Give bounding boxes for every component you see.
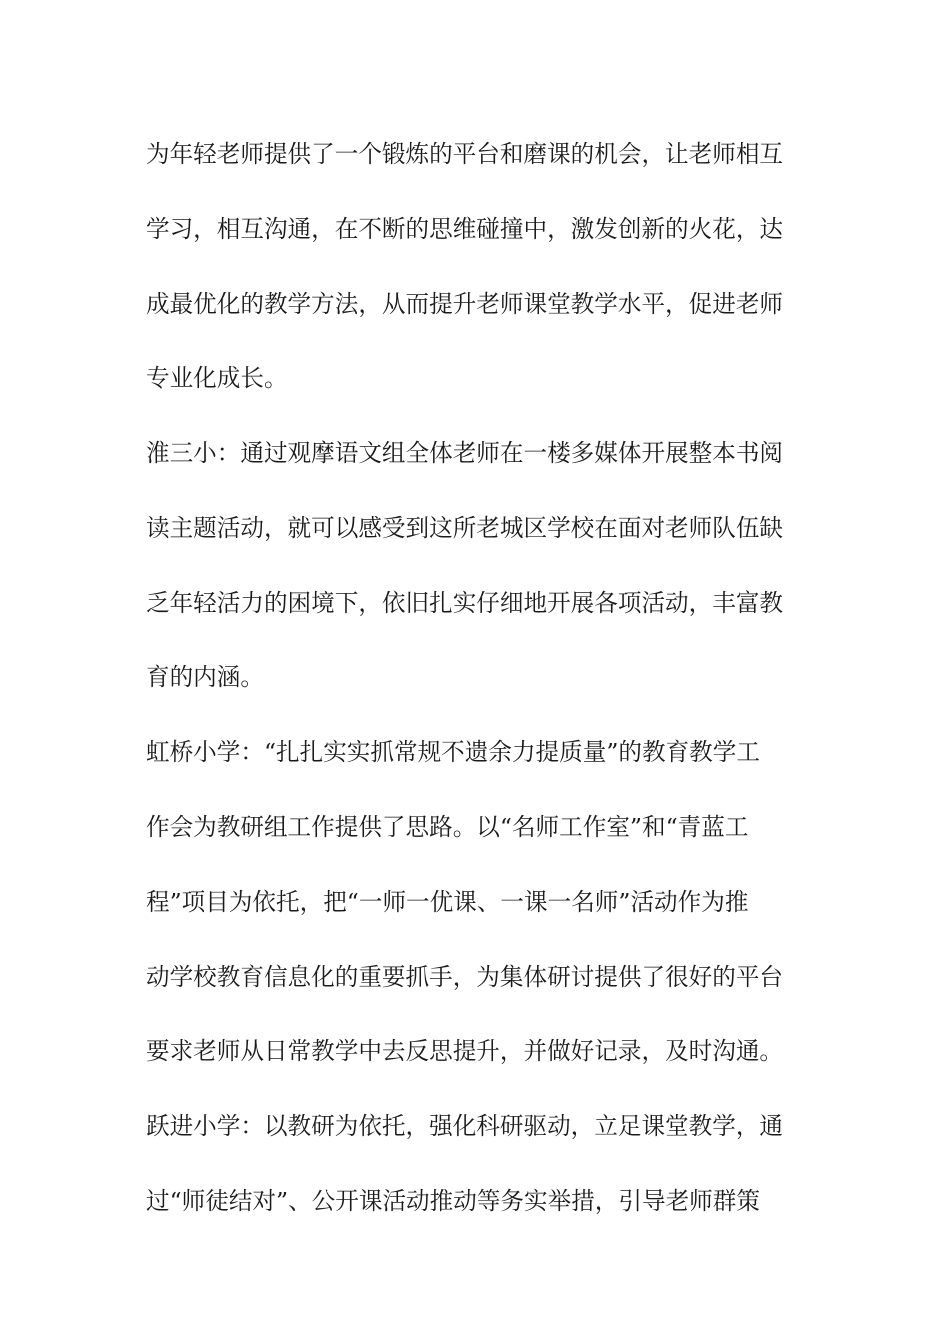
text-line-8: 育的内涵。 xyxy=(146,663,264,691)
text-line-5: 淮三小：通过观摩语文组全体老师在一楼多媒体开展整本书阅 xyxy=(146,439,784,467)
text-line-3: 成最优化的教学方法，从而提升老师课堂教学水平，促进老师 xyxy=(146,290,784,318)
text-line-7: 乏年轻活力的困境下，依旧扎实仔细地开展各项活动，丰富教 xyxy=(146,589,784,617)
text-line-12: 动学校教育信息化的重要抓手，为集体研讨提供了很好的平台 xyxy=(146,963,784,991)
text-line-4: 专业化成长。 xyxy=(146,364,288,392)
text-line-14: 跃进小学：以教研为依托，强化科研驱动，立足课堂教学，通 xyxy=(146,1112,784,1140)
text-line-2: 学习，相互沟通，在不断的思维碰撞中，激发创新的火花，达 xyxy=(146,215,784,243)
text-line-1: 为年轻老师提供了一个锻炼的平台和磨课的机会，让老师相互 xyxy=(146,140,784,168)
text-line-13: 要求老师从日常教学中去反思提升，并做好记录，及时沟通。 xyxy=(146,1037,784,1065)
text-line-10: 作会为教研组工作提供了思路。以“名师工作室”和“青蓝工 xyxy=(146,813,749,841)
text-line-15: 过“师徒结对”、公开课活动推动等务实举措，引导老师群策 xyxy=(146,1187,760,1215)
text-line-6: 读主题活动，就可以感受到这所老城区学校在面对老师队伍缺 xyxy=(146,514,784,542)
text-line-11: 程”项目为依托，把“一师一优课、一课一名师”活动作为推 xyxy=(146,888,749,916)
text-line-9: 虹桥小学：“扎扎实实抓常规不遗余力提质量”的教育教学工 xyxy=(146,738,760,766)
